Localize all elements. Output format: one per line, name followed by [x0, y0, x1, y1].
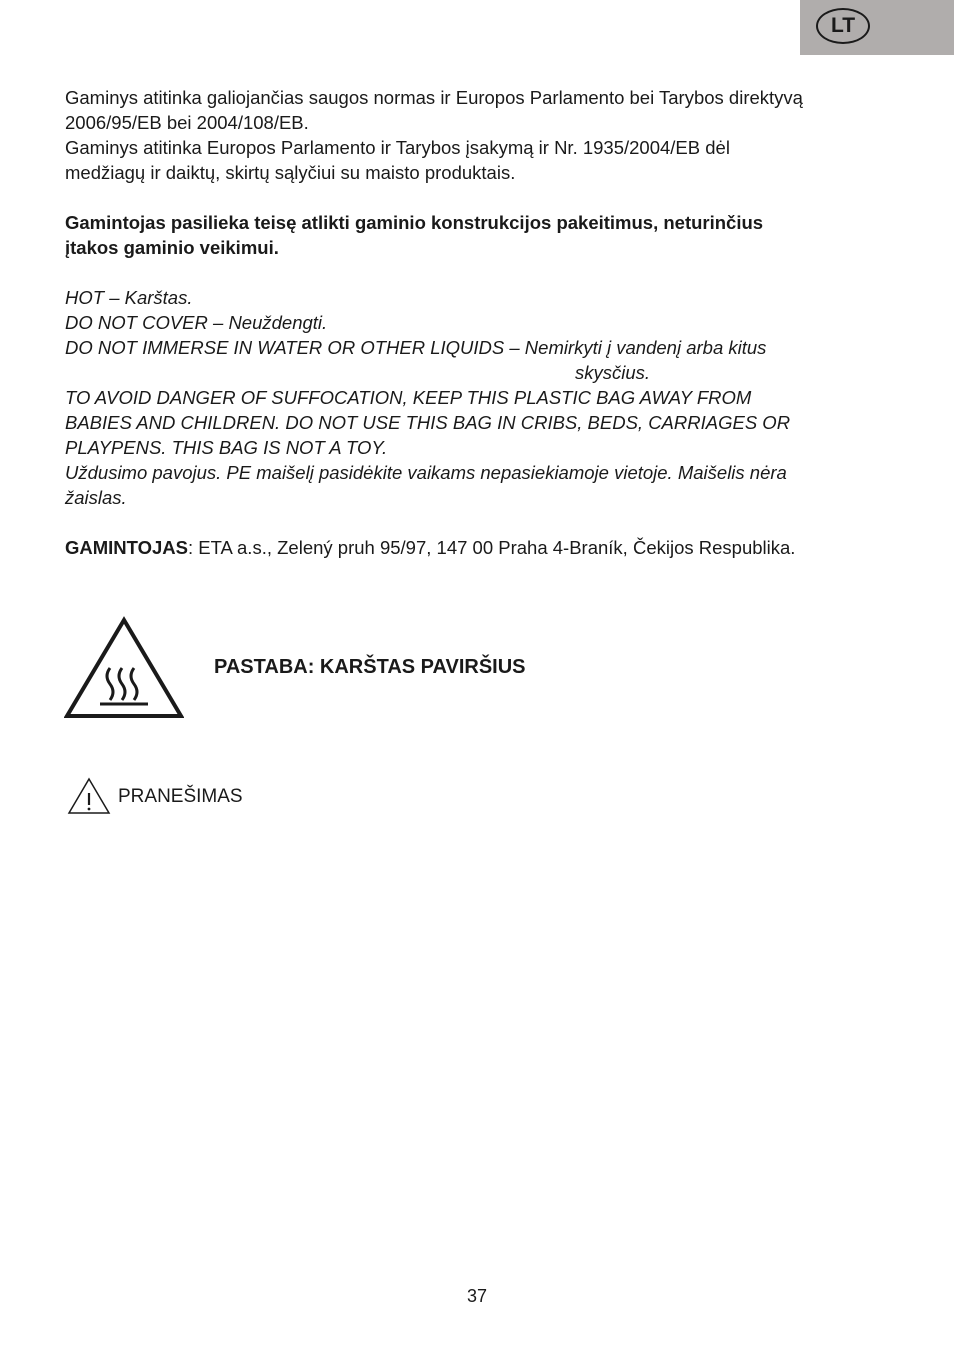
manufacturer-rights-line: Gamintojas pasilieka teisę atlikti gaminio konstrukcijos pakeitimus, neturinčius — [65, 212, 764, 233]
compliance-line: Gaminys atitinka galiojančias saugos normas ir Europos Parlamento bei Tarybos direktyvą — [65, 87, 803, 108]
manufacturer-address: : ETA a.s., Zelený pruh 95/97, 147 00 Praha 4-Braník, Čekijos Respublika. — [188, 537, 796, 558]
hot-surface-icon — [64, 616, 184, 720]
suffocation-warning-line: BABIES AND CHILDREN. DO NOT USE THIS BAG IN CRIBS, BEDS, CARRIAGES OR — [65, 412, 791, 433]
do-not-immerse-line: DO NOT IMMERSE IN WATER OR OTHER LIQUIDS – Nemirkyti į vandenį arba kitus — [65, 337, 767, 358]
lt-warning-line: Uždusimo pavojus. PE maišelį pasidėkite vaikams nepasiekiamoje vietoje. Maišelis nėra — [65, 462, 787, 483]
hot-label-line: HOT – Karštas. — [65, 287, 193, 308]
compliance-line: 2006/95/EB bei 2004/108/EB. — [65, 112, 309, 133]
warning-triangle-icon — [67, 777, 111, 815]
do-not-immerse-line: skysčius. — [575, 362, 651, 383]
manufacturer-rights-line: įtakos gaminio veikimui. — [65, 237, 279, 258]
food-contact-line: Gaminys atitinka Europos Parlamento ir Tarybos įsakymą ir Nr. 1935/2004/EB dėl — [65, 137, 730, 158]
lt-warning-line: žaislas. — [65, 487, 127, 508]
do-not-cover-line: DO NOT COVER – Neuždengti. — [65, 312, 328, 333]
page-number: 37 — [466, 1286, 488, 1306]
main-text — [65, 85, 905, 560]
language-badge: LT — [816, 8, 870, 44]
language-tab — [800, 0, 954, 55]
suffocation-warning-line: TO AVOID DANGER OF SUFFOCATION, KEEP THIS PLASTIC BAG AWAY FROM — [65, 387, 752, 408]
suffocation-warning-line: PLAYPENS. THIS BAG IS NOT A TOY. — [65, 437, 388, 458]
notice-label: PRANEŠIMAS — [118, 786, 243, 807]
food-contact-line: medžiagų ir daiktų, skirtų sąlyčiui su maisto produktais. — [65, 162, 516, 183]
manufacturer-label: GAMINTOJAS — [65, 537, 189, 558]
manufacturer-line — [65, 535, 905, 560]
hot-surface-label: PASTABA: KARŠTAS PAVIRŠIUS — [214, 656, 526, 678]
